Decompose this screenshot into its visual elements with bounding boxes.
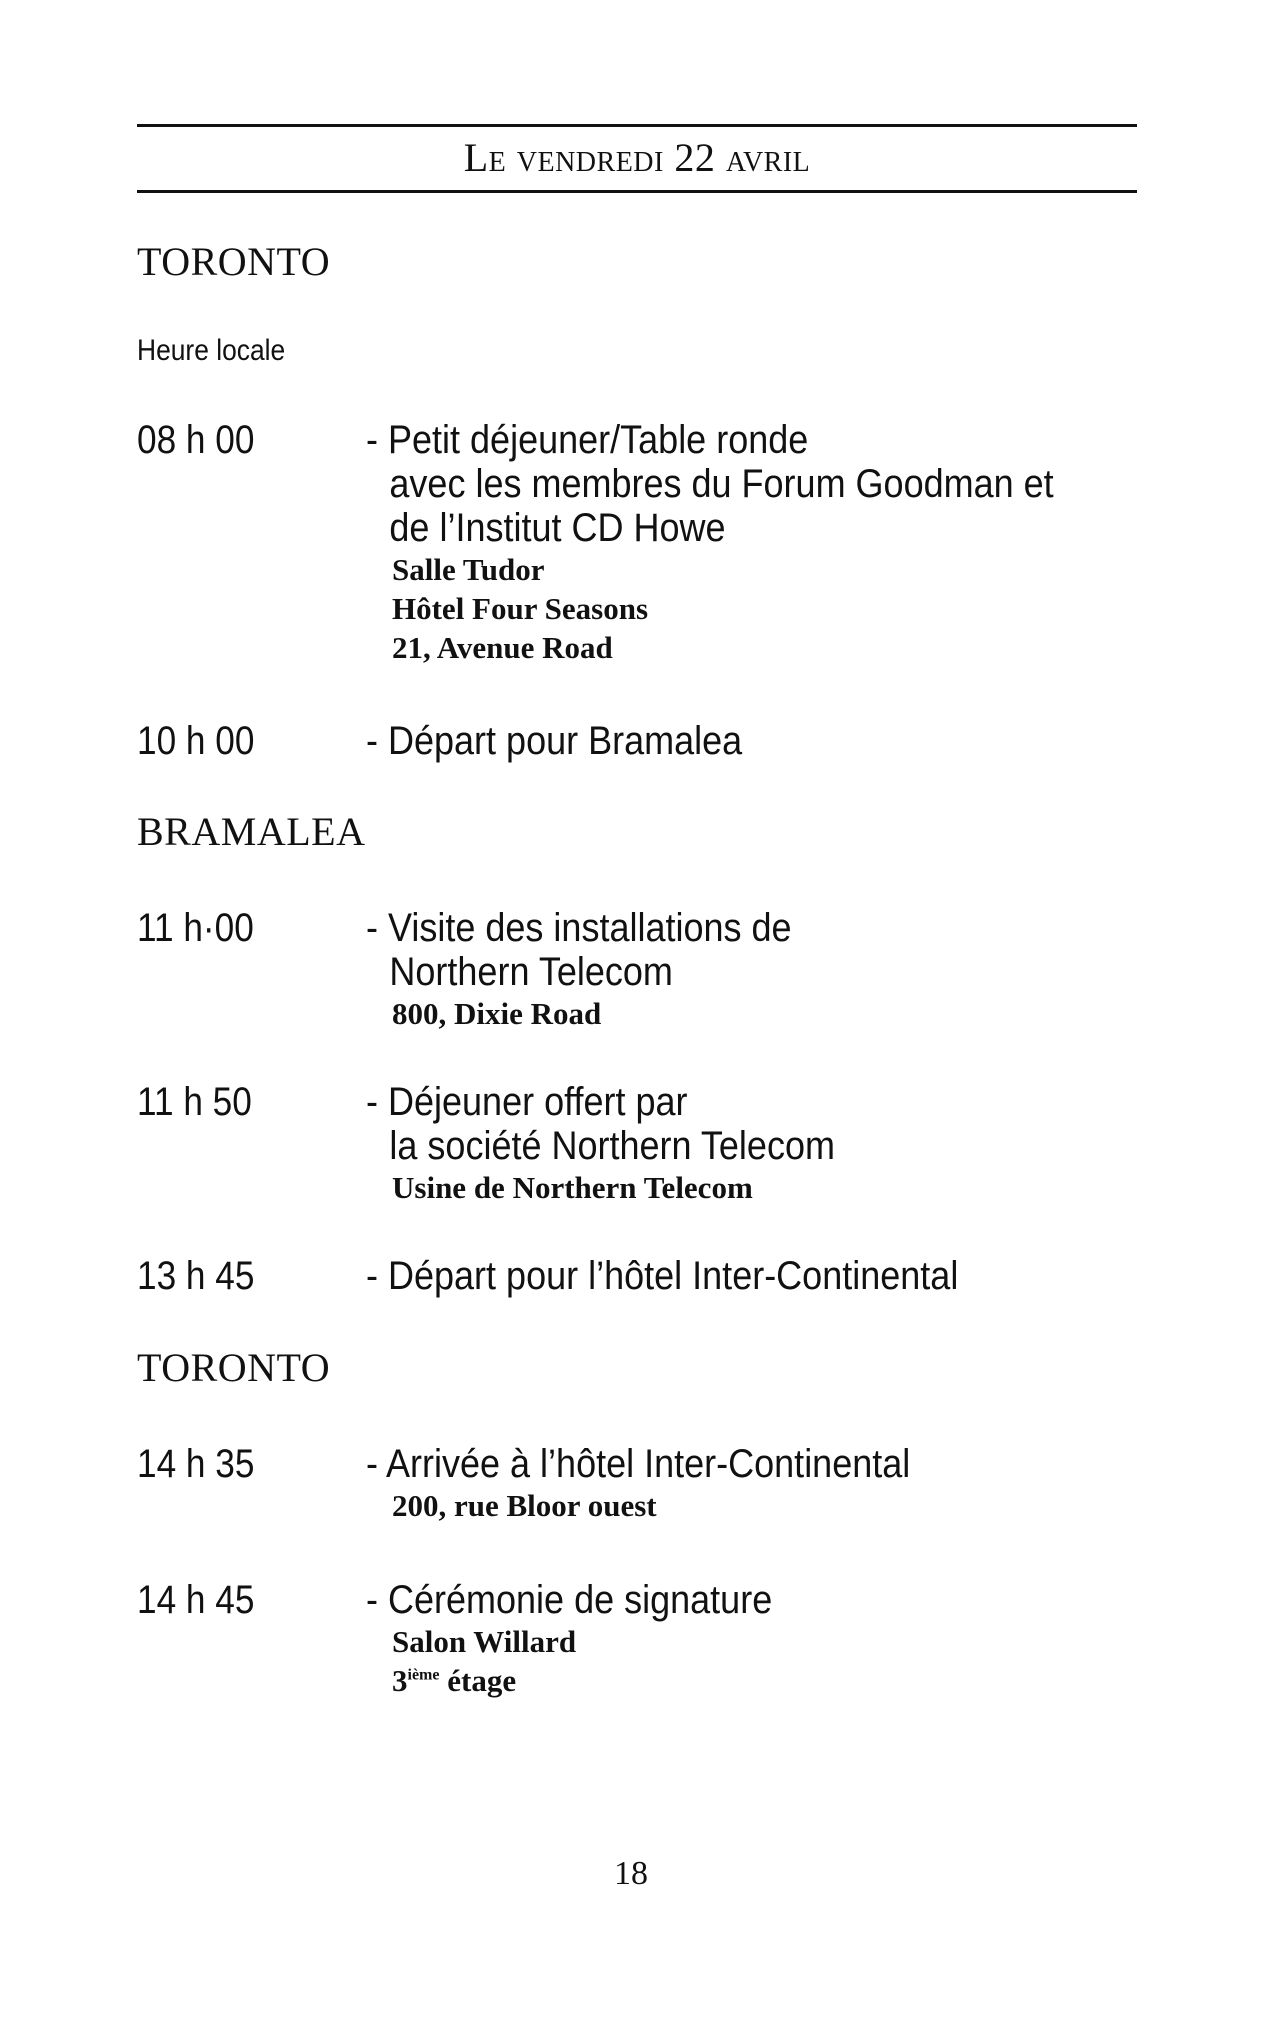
event-description <box>366 418 1166 667</box>
event-line: la société Northern Telecom <box>389 1124 835 1168</box>
event-time: 10 h 00 <box>137 719 255 763</box>
event-line: - Cérémonie de signature <box>366 1578 773 1622</box>
event-time: 11 h·00 <box>137 906 254 950</box>
page-number: 18 <box>614 1855 648 1892</box>
event-time: 11 h 50 <box>137 1080 252 1124</box>
event-description <box>366 1080 1166 1207</box>
city-heading-toronto: TORONTO <box>137 239 331 284</box>
event-location: Usine de Northern Telecom <box>392 1170 753 1205</box>
event-line: Northern Telecom <box>389 950 673 994</box>
header-bottom-rule <box>137 190 1137 193</box>
event-line: avec les membres du Forum Goodman et <box>389 462 1054 506</box>
event-line: - Visite des installations de <box>366 906 792 950</box>
city-heading-bramalea: BRAMALEA <box>137 809 366 854</box>
event-time: 14 h 35 <box>137 1442 255 1486</box>
floor-word: étage <box>447 1663 517 1698</box>
event-line: - Arrivée à l’hôtel Inter-Continental <box>366 1442 911 1486</box>
event-location: Salon Willard <box>392 1624 577 1659</box>
event-location: 200, rue Bloor ouest <box>392 1488 657 1523</box>
event-time: 08 h 00 <box>137 418 255 462</box>
event-line: - Départ pour l’hôtel Inter-Continental <box>366 1254 959 1298</box>
event-description <box>366 906 1166 1033</box>
header-top-rule <box>137 124 1137 127</box>
event-description <box>366 1578 1166 1700</box>
event-description <box>366 719 1166 763</box>
city-heading-toronto: TORONTO <box>137 1345 331 1390</box>
event-description <box>366 1254 1166 1298</box>
event-line: - Départ pour Bramalea <box>366 719 743 763</box>
event-time: 13 h 45 <box>137 1254 255 1298</box>
event-location: 21, Avenue Road <box>392 630 613 665</box>
event-time: 14 h 45 <box>137 1578 255 1622</box>
event-line: - Petit déjeuner/Table ronde <box>366 418 809 462</box>
event-description <box>366 1442 1166 1525</box>
local-time-label: Heure locale <box>137 334 286 367</box>
floor-ordinal-suffix: ième <box>407 1666 440 1684</box>
event-location: 800, Dixie Road <box>392 996 602 1031</box>
event-line: - Déjeuner offert par <box>366 1080 688 1124</box>
event-location: Hôtel Four Seasons <box>392 591 649 626</box>
floor-number: 3 <box>392 1663 408 1698</box>
page-title: Le vendredi 22 avril <box>463 135 811 180</box>
event-location-floor <box>366 1661 1166 1700</box>
event-line: de l’Institut CD Howe <box>389 506 726 550</box>
event-location: Salle Tudor <box>392 552 545 587</box>
